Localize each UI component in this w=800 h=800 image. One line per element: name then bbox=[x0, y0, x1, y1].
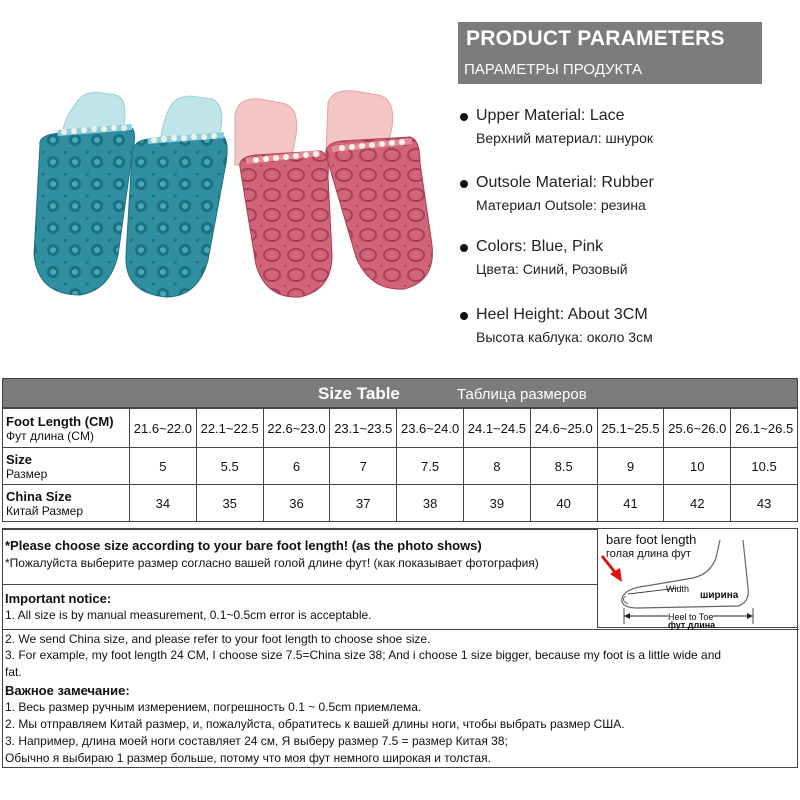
table-cell: 23.6~24.0 bbox=[397, 409, 464, 448]
table-cell: 26.1~26.5 bbox=[731, 409, 798, 448]
notice-line-1: 1. All size is by manual measurement, 0.1~0.5cm error is acceptable. bbox=[5, 608, 372, 622]
notice-ru-1: 1. Весь размер ручным измерением, погрешность 0.1 ~ 0.5cm приемлема. bbox=[5, 700, 422, 714]
width-label: Width bbox=[666, 584, 690, 594]
table-cell: 6 bbox=[263, 448, 330, 485]
notice-line-2: 2. We send China size, and please refer to your foot length to choose shoe size. bbox=[5, 632, 431, 646]
table-cell: 10.5 bbox=[731, 448, 798, 485]
bullet-icon bbox=[460, 180, 468, 188]
notice-line-3: 3. For example, my foot length 24 CM, I choose size 7.5=China size 38; And i choose 1 size bigger, because my foot is a little wide and bbox=[5, 648, 722, 662]
row-label bbox=[3, 485, 130, 522]
parameters-title-ru: ПАРАМЕТРЫ ПРОДУКТА bbox=[464, 61, 642, 78]
notice-ru-4: Обычно я выбираю 1 размер больше, потому что моя фут немного широкая и толстая. bbox=[5, 751, 491, 765]
table-cell: 5 bbox=[130, 448, 197, 485]
table-cell: 23.1~23.5 bbox=[330, 409, 397, 448]
parameters-header bbox=[458, 22, 762, 84]
table-cell: 7 bbox=[330, 448, 397, 485]
table-row bbox=[3, 448, 798, 485]
bullet-icon bbox=[460, 244, 468, 252]
bullet-icon bbox=[460, 113, 468, 121]
row-label bbox=[3, 409, 130, 448]
parameters-title: PRODUCT PARAMETERS bbox=[466, 27, 725, 50]
table-cell: 7.5 bbox=[397, 448, 464, 485]
choose-size-note: *Please choose size according to your bare foot length! (as the photo shows) bbox=[5, 538, 482, 553]
table-cell: 8 bbox=[463, 448, 530, 485]
divider bbox=[3, 584, 598, 585]
table-cell: 38 bbox=[397, 485, 464, 522]
size-grid bbox=[2, 408, 798, 522]
size-table bbox=[2, 378, 798, 522]
table-cell: 34 bbox=[130, 485, 197, 522]
bullet-icon bbox=[460, 312, 468, 320]
table-cell: 24.6~25.0 bbox=[530, 409, 597, 448]
foot-length-label-ru: голая длина фут bbox=[606, 548, 691, 560]
table-cell: 40 bbox=[530, 485, 597, 522]
table-cell: 10 bbox=[664, 448, 731, 485]
table-cell: 22.1~22.5 bbox=[196, 409, 263, 448]
blue-shoe-left bbox=[34, 93, 135, 296]
table-cell: 37 bbox=[330, 485, 397, 522]
size-table-title-ru: Таблица размеров bbox=[457, 386, 587, 403]
table-cell: 25.1~25.5 bbox=[597, 409, 664, 448]
table-row bbox=[3, 409, 798, 448]
table-cell: 9 bbox=[597, 448, 664, 485]
notice-ru-2: 2. Мы отправляем Китай размер, и, пожалуйста, обратитесь к вашей длины ноги, чтобы выбрать размер США. bbox=[5, 717, 625, 731]
size-table-title: Size Table bbox=[318, 384, 400, 403]
table-cell: 22.6~23.0 bbox=[263, 409, 330, 448]
row-label bbox=[3, 448, 130, 485]
product-photo bbox=[20, 85, 460, 305]
row-label-ru: Китай Размер bbox=[6, 503, 84, 518]
foot-length-label: bare foot length bbox=[606, 532, 697, 547]
table-cell: 25.6~26.0 bbox=[664, 409, 731, 448]
divider bbox=[3, 529, 598, 530]
heel-to-toe-label: Heel to Toe bbox=[668, 612, 714, 622]
row-label-en: Foot Length (CM) bbox=[6, 413, 114, 429]
important-notice-title: Important notice: bbox=[5, 591, 112, 606]
pink-shoe-right bbox=[326, 91, 433, 289]
table-cell: 36 bbox=[263, 485, 330, 522]
row-label-en: Size bbox=[6, 451, 33, 467]
row-label-ru: Фут длина (CM) bbox=[6, 428, 94, 443]
notice-title-ru: Важное замечание: bbox=[5, 683, 130, 698]
table-cell: 42 bbox=[664, 485, 731, 522]
pink-shoe-left bbox=[235, 99, 332, 297]
row-label-en: China Size bbox=[6, 488, 72, 504]
heel-to-toe-label-ru: фут длина bbox=[668, 620, 716, 630]
table-cell: 24.1~24.5 bbox=[463, 409, 530, 448]
notice-line-3b: fat. bbox=[5, 665, 22, 679]
notice-ru-3: 3. Например, длина моей ноги составляет 24 см, Я выберу размер 7.5 = размер Китая 38; bbox=[5, 734, 508, 748]
table-cell: 21.6~22.0 bbox=[130, 409, 197, 448]
row-label-ru: Размер bbox=[6, 466, 48, 481]
size-table-header bbox=[2, 378, 798, 408]
table-row bbox=[3, 485, 798, 522]
table-cell: 8.5 bbox=[530, 448, 597, 485]
width-label-ru: ширина bbox=[700, 590, 739, 601]
choose-size-note-ru: *Пожалуйста выберите размер согласно вашей голой длине фут! (как показывает фотография) bbox=[5, 556, 539, 570]
table-cell: 39 bbox=[463, 485, 530, 522]
blue-shoe-right bbox=[126, 96, 227, 297]
table-cell: 5.5 bbox=[196, 448, 263, 485]
foot-diagram bbox=[597, 528, 798, 628]
table-cell: 35 bbox=[196, 485, 263, 522]
table-cell: 41 bbox=[597, 485, 664, 522]
table-cell: 43 bbox=[731, 485, 798, 522]
